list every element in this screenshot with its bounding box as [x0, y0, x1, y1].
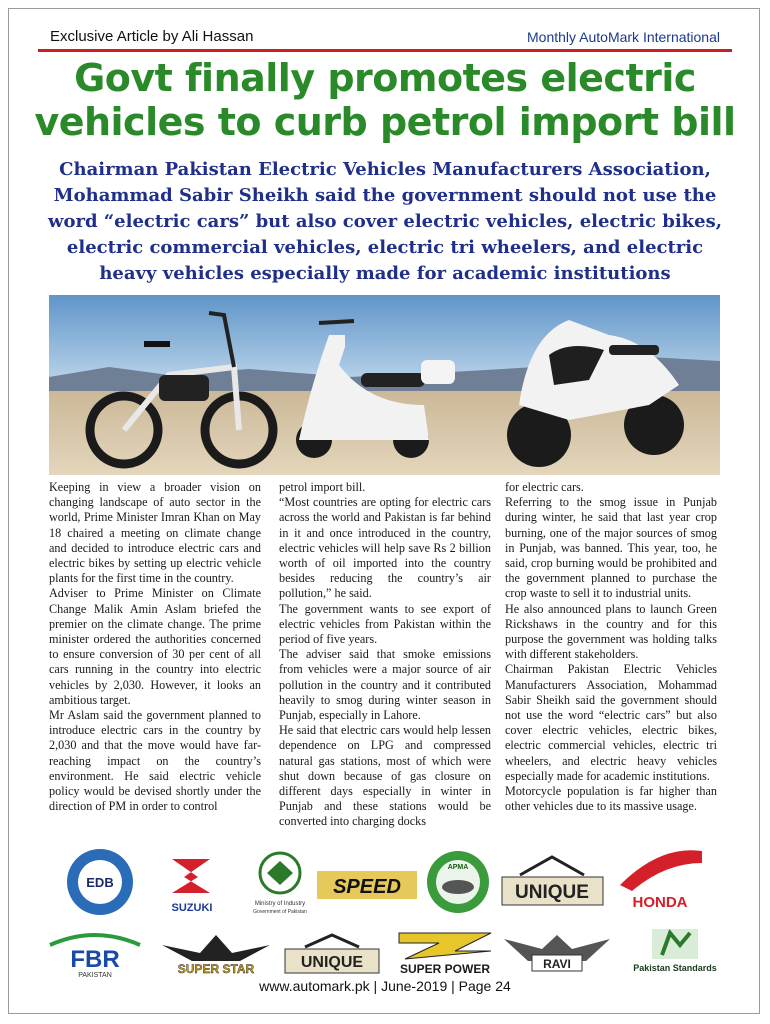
paragraph: Adviser to Prime Minister on Climate Change Malik Amin Aslam briefed the premier on the climate change. The prime minister ordered the authorities concerned to ensure conversion of 30 per cent of all cars running in the country into electric vehicles by 2,030. However, it looks an ambitious target. [49, 586, 261, 707]
pakistan-standards-logo [632, 927, 718, 977]
unique-logo [500, 855, 605, 911]
paragraph: “Most countries are opting for electric cars across the world and Pakistan is far behind in it and once introduced in the country, electric vehicles will help save Rs 2 billion worth of oil imported into the country besides reducing the country’s air pollution,” he said. [279, 495, 491, 601]
article-column-2 [279, 480, 491, 830]
hi-speed-logo [317, 863, 417, 903]
suzuki-logo [162, 849, 222, 917]
ravi-logo [502, 931, 612, 977]
fbr-text: FBR [70, 946, 120, 973]
article-column-1 [49, 480, 261, 814]
honda-logo [610, 845, 710, 911]
ravi-text: RAVI [543, 957, 571, 971]
unique-text: UNIQUE [515, 882, 589, 903]
fbr-subtext: PAKISTAN [78, 972, 112, 979]
paragraph: Mr Aslam said the government planned to introduce electric cars in the country by 2,030 and that the move would have far-reaching impact on the country’s environment. He said electric vehicle policy would be devised shortly under the direction of PM in order to control [49, 708, 261, 814]
paragraph: Keeping in view a broader vision on changing landscape of auto sector in the world, Prime Minister Imran Khan on May 18 chaired a meeting on climate change and decided to introduce electric cars and electric bikes by setting up electric vehicle plants for the first time in the country. [49, 480, 261, 586]
edb-text: EDB [86, 875, 114, 890]
paragraph: petrol import bill. [279, 480, 366, 494]
sponsor-logos [40, 845, 730, 980]
paragraph: He said that electric cars would help lessen dependence on LPG and compressed natural gas stations, most of which were shut down because of gas closure on different days especially in winter in Punjab and these stations would be converted into charging docks [279, 723, 491, 829]
hero-image-electric-bikes [49, 295, 720, 475]
honda-text: HONDA [632, 894, 688, 911]
apma-logo [425, 849, 491, 915]
fbr-logo [45, 927, 145, 979]
unique-2-text: UNIQUE [300, 954, 364, 971]
paragraph: Referring to the smog issue in Punjab during winter, he said that last year crop burning, one of the major sources of smog in Punjab, was banned. This year, too, he said, crop burning would be prohibited and the government planned to purchase the crop waste to sell it to industrial units. [505, 495, 717, 601]
paragraph: The government wants to see export of electric vehicles from Pakistan within the period of five years. [279, 601, 491, 647]
paragraph: Motorcycle population is far higher than other vehicles due to its massive usage. [505, 784, 717, 814]
apma-text: APMA [447, 864, 469, 871]
footer: www.automark.pk | June-2019 | Page 24 [259, 978, 511, 994]
standfirst: Chairman Pakistan Electric Vehicles Manufacturers Association, Mohammad Sabir Sheikh said the government should not use the word “electric cars” but also cover electric vehicles, electric bikes, electric commercial vehicles, electric tri wheelers, and electric heavy vehicles especially made for academic institutions [47, 159, 723, 284]
paragraph: for electric cars. [505, 480, 584, 494]
suzuki-text: SUZUKI [171, 902, 213, 914]
pakistan-standards-text: Pakistan Standards [633, 963, 717, 973]
edb-logo [65, 847, 135, 917]
super-star-logo [160, 931, 272, 977]
article-column-3 [505, 480, 717, 814]
headline: Govt finally promotes electric vehicles to curb petrol import bill [34, 56, 736, 144]
super-power-logo [395, 929, 495, 977]
paragraph: He also announced plans to launch Green Rickshaws in the country and for this purpose the government was holding talks with different stakeholders. [505, 601, 717, 662]
unique-logo-2 [283, 933, 381, 977]
paragraph: The adviser said that smoke emissions from vehicles were a major source of air pollution in the country and it contributed heavily to smog during winter season in Punjab, especially in Lahore. [279, 647, 491, 723]
magazine-name: Monthly AutoMark International [527, 29, 720, 45]
paragraph: Chairman Pakistan Electric Vehicles Manufacturers Association, Mohammad Sabir Sheikh said the government should not use the word “electric cars” but also cover electric vehicles, electric bikes, electric commercial vehicles, electric tri wheelers, and electric heavy vehicles especially made for academic institutions. [505, 662, 717, 783]
byline: Exclusive Article by Ali Hassan [50, 28, 254, 45]
super-power-text: SUPER POWER [399, 962, 491, 976]
super-star-text: SUPER STAR [177, 962, 255, 976]
ministry-text-2: Government of Pakistan [253, 909, 307, 915]
hi-speed-text: SPEED [333, 876, 401, 898]
header-rule [38, 49, 732, 52]
ministry-text: Ministry of Industry [254, 901, 306, 907]
ministry-of-industry-logo [245, 847, 315, 919]
